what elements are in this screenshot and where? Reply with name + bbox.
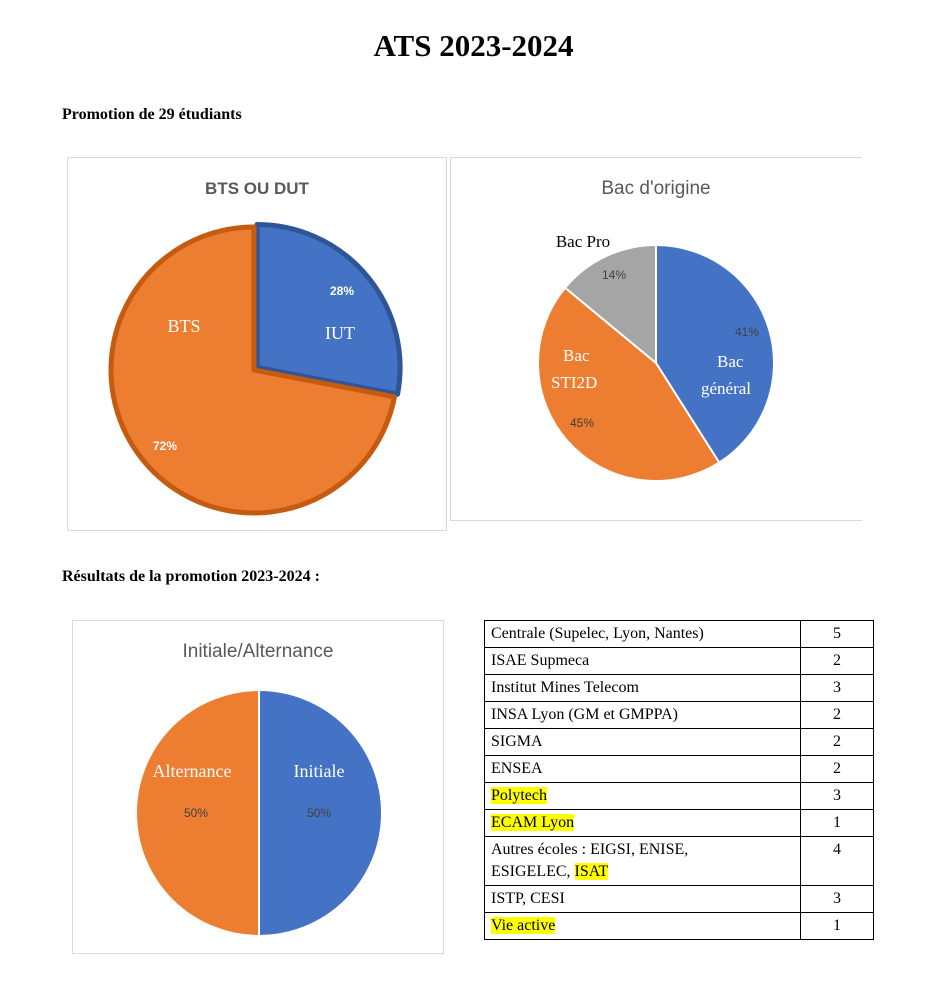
table-row [485, 886, 874, 913]
school-cell: ISTP, CESI [485, 886, 801, 913]
slice-percent-bts: 72% [152, 439, 178, 453]
count-cell: 5 [801, 621, 874, 648]
table-row [485, 810, 874, 837]
table-row [485, 675, 874, 702]
promo-heading: Promotion de 29 étudiants [62, 106, 242, 123]
slice-percent-alternance: 50% [183, 806, 209, 820]
chart-initiale-alternance [72, 620, 444, 954]
school-line-1: Autres écoles : EIGSI, ENISE, [491, 841, 689, 858]
slice-label-bac-sti2d-2: STI2D [551, 373, 598, 392]
school-cell: ENSEA [485, 756, 801, 783]
school-cell [485, 810, 801, 837]
slice-label-bac-sti2d-1: Bac [563, 346, 590, 365]
count-cell: 3 [801, 886, 874, 913]
chart-title: Initiale/Alternance [182, 641, 334, 662]
school-cell [485, 783, 801, 810]
school-cell: Institut Mines Telecom [485, 675, 801, 702]
count-cell: 2 [801, 648, 874, 675]
slice-percent-bac-sti2d: 45% [569, 416, 595, 430]
highlighted-text: Vie active [491, 917, 556, 934]
table-row [485, 783, 874, 810]
slice-label-bac-pro: Bac Pro [555, 232, 611, 251]
table-row [485, 913, 874, 940]
count-cell: 1 [801, 810, 874, 837]
highlighted-text: Polytech [491, 787, 547, 804]
school-cell: ISAE Supmeca [485, 648, 801, 675]
school-cell: INSA Lyon (GM et GMPPA) [485, 702, 801, 729]
slice-label-iut: IUT [325, 323, 355, 343]
results-heading: Résultats de la promotion 2023-2024 : [62, 568, 320, 585]
table-row [485, 756, 874, 783]
count-cell: 2 [801, 702, 874, 729]
table-row [485, 648, 874, 675]
table-row [485, 729, 874, 756]
table-row [485, 837, 874, 886]
table-row [485, 621, 874, 648]
chart-title: BTS OU DUT [205, 179, 309, 198]
count-cell: 1 [801, 913, 874, 940]
slice-percent-initiale: 50% [306, 806, 332, 820]
chart-bts-dut [67, 157, 447, 531]
slice-percent-bac-general: 41% [734, 325, 760, 339]
pie-slice-iut [257, 224, 400, 394]
chart-title: Bac d'origine [601, 178, 711, 199]
slice-percent-bac-pro: 14% [601, 268, 627, 282]
count-cell: 4 [801, 837, 874, 886]
highlighted-text: ISAT [574, 863, 609, 880]
page-title: ATS 2023-2024 [373, 28, 574, 63]
school-cell [485, 913, 801, 940]
slice-label-bac-general-1: Bac [717, 352, 744, 371]
count-cell: 3 [801, 783, 874, 810]
slice-label-bac-general-2: général [701, 379, 752, 398]
school-cell: SIGMA [485, 729, 801, 756]
school-cell [485, 837, 801, 886]
count-cell: 2 [801, 756, 874, 783]
count-cell: 3 [801, 675, 874, 702]
results-table [484, 620, 874, 940]
slice-label-initiale: Initiale [293, 761, 345, 781]
slice-label-bts: BTS [167, 316, 201, 336]
count-cell: 2 [801, 729, 874, 756]
slice-percent-iut: 28% [329, 284, 355, 298]
highlighted-text: ECAM Lyon [491, 814, 575, 831]
school-cell: Centrale (Supelec, Lyon, Nantes) [485, 621, 801, 648]
school-line-2: ESIGELEC, [491, 863, 571, 880]
slice-label-alternance: Alternance [152, 761, 232, 781]
chart-bac-origine [450, 157, 862, 521]
table-row [485, 702, 874, 729]
